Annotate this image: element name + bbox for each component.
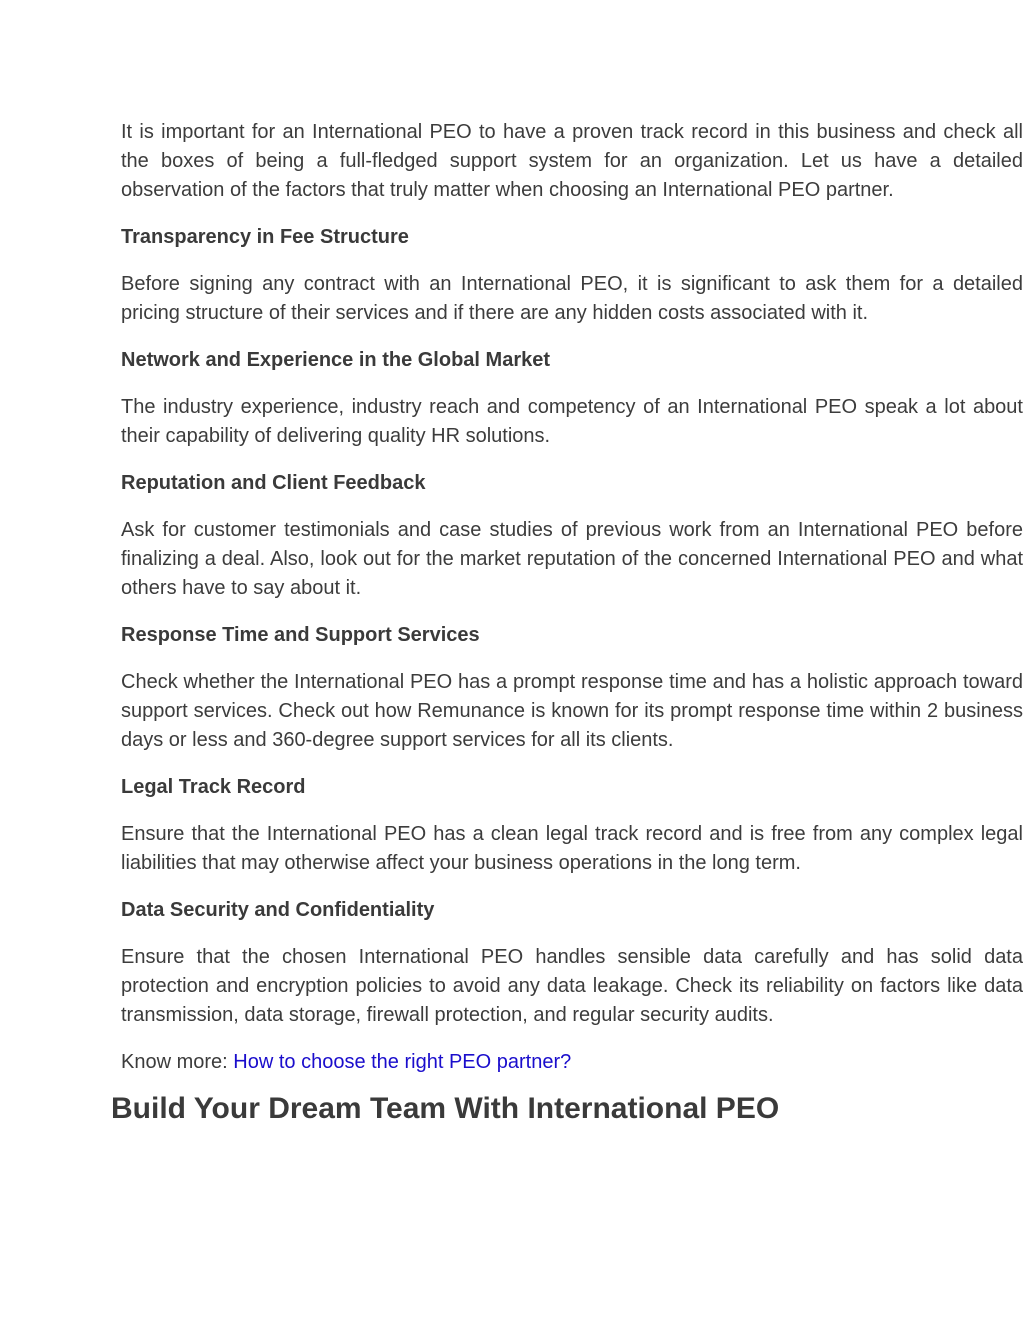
- section-heading: Transparency in Fee Structure: [121, 226, 409, 248]
- section-body: Check whether the International PEO has a prompt response time and has a holistic approach toward support services. Check out how Remunance is known for its prompt response time within 2 business days or less and 360-degree support services for all its clients.: [121, 671, 1023, 751]
- section-network: [121, 346, 1023, 451]
- section-body: Ensure that the chosen International PEO handles sensible data carefully and has solid data protection and encryption policies to avoid any data leakage. Check its reliability on factors like data transmission, data storage, firewall protection, and regular security audits.: [121, 946, 1023, 1026]
- section-heading: Response Time and Support Services: [121, 624, 480, 646]
- peo-partner-link[interactable]: How to choose the right PEO partner?: [233, 1051, 572, 1073]
- section-body: Before signing any contract with an International PEO, it is significant to ask them for a detailed pricing structure of their services and if there are any hidden costs associated with it.: [121, 273, 1023, 324]
- section-legal: [121, 773, 1023, 878]
- section-data-security: [121, 896, 1023, 1030]
- section-body: The industry experience, industry reach and competency of an International PEO speak a lot about their capability of delivering quality HR solutions.: [121, 396, 1023, 447]
- section-heading: Reputation and Client Feedback: [121, 472, 426, 494]
- section-heading: Data Security and Confidentiality: [121, 899, 435, 921]
- section-heading: Legal Track Record: [121, 776, 306, 798]
- know-more-label: Know more:: [121, 1051, 234, 1073]
- intro-paragraph: It is important for an International PEO to have a proven track record in this business and check all the boxes of being a full-fledged support system for an organization. Let us have a detailed observation of the factors that truly matter when choosing an International PEO partner.: [121, 121, 1023, 201]
- document-page: [111, 118, 1023, 1129]
- section-body: Ask for customer testimonials and case studies of previous work from an International PEO before finalizing a deal. Also, look out for the market reputation of the concerned International PEO and what others have to say about it.: [121, 519, 1023, 599]
- closing-heading: Build Your Dream Team With International PEO: [111, 1092, 780, 1125]
- section-body: Ensure that the International PEO has a clean legal track record and is free from any complex legal liabilities that may otherwise affect your business operations in the long term.: [121, 823, 1023, 874]
- section-response-time: [121, 621, 1023, 755]
- section-heading: Network and Experience in the Global Market: [121, 349, 551, 371]
- know-more-line: [121, 1048, 1023, 1077]
- section-reputation: [121, 469, 1023, 603]
- section-transparency: [121, 223, 1023, 328]
